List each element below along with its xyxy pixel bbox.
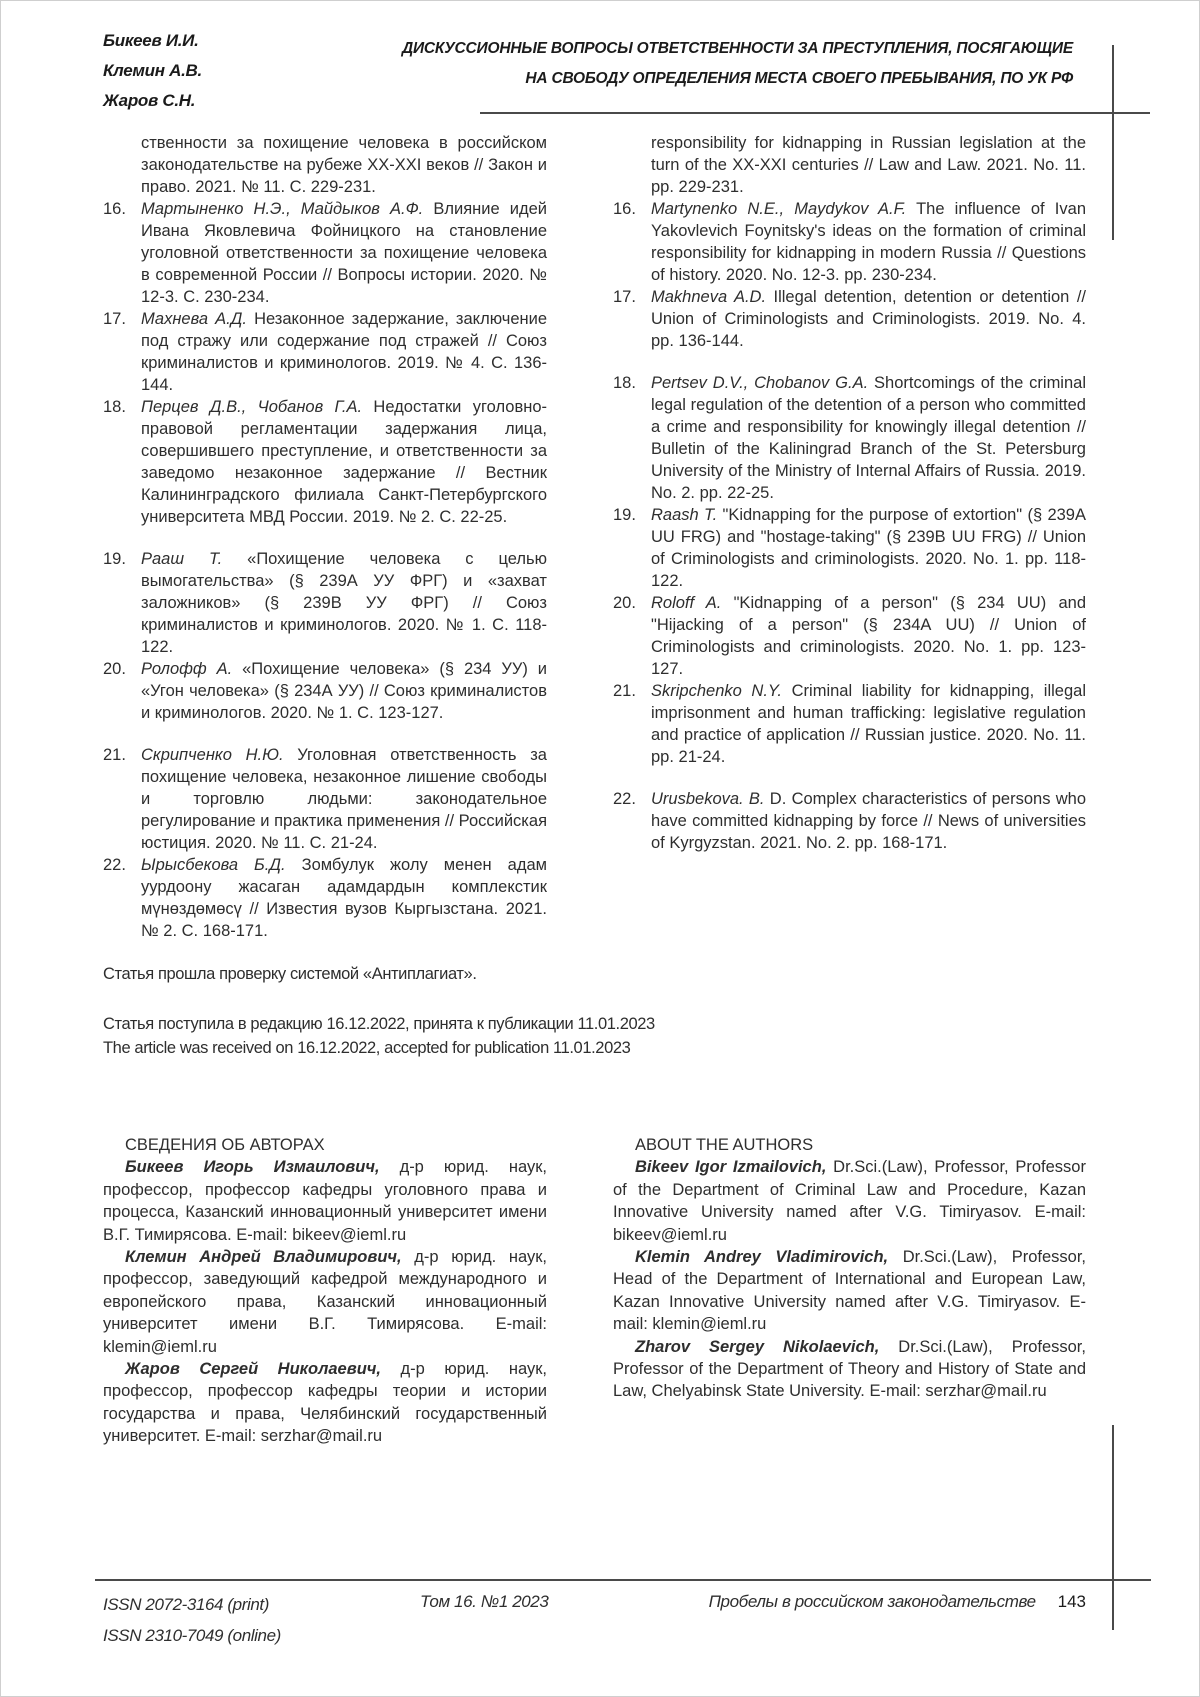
reference-text: responsibility for kidnapping in Russian legislation at the turn of the XX-XXI centuries // Law and Law. 2021. No. 11. pp. 229-231. [651,134,1086,196]
reference-item [103,854,547,942]
reference-number: 18. [613,374,636,392]
header-author-list [103,26,202,116]
reference-number: 16. [613,200,636,218]
reference-item [103,396,547,528]
reference-authors: Рааш Т. [141,550,223,568]
reference-number: 21. [613,682,636,700]
author-name: Klemin Andrey Vladimirovich, [635,1248,889,1267]
author-entry [103,1246,547,1358]
author-details: д-р юрид. наук, профессор, профессор кафедры теории и истории государства и права, Челябинский государственный университет. E-mail: serzhar@mail.ru [103,1360,548,1446]
header-author: Бикеев И.И. [103,31,199,50]
author-details: Dr.Sci.(Law), Professor, Professor of the Department of Theory and History of State and Law, Chelyabinsk State University. E-mail: serzhar@mail.ru [613,1337,1086,1401]
reference-text: The influence of Ivan Yakovlevich Foynitsky's ideas on the formation of criminal responsibility for kidnapping in modern Russia // Questions of history. 2020. No. 12-3. pp. 230-234. [651,200,1086,284]
reference-authors: Pertsev D.V., Chobanov G.A. [651,374,869,392]
footer-journal-block [620,1592,1086,1612]
about-heading: СВЕДЕНИЯ ОБ АВТОРАХ [125,1136,325,1154]
footer-rule [95,1579,1151,1581]
reference-authors: Ырысбекова Б.Д. [141,856,286,874]
reference-number: 22. [103,856,126,874]
reference-item [613,372,1086,504]
reference-item [613,504,1086,592]
reference-item [103,548,547,658]
footer-page-number: 143 [1057,1592,1086,1611]
reference-item [103,198,547,308]
reference-item [103,308,547,396]
editorial-notes [103,962,655,1060]
reference-authors: Skripchenko N.Y. [651,682,782,700]
author-details: д-р юрид. наук, профессор, профессор кафедры уголовного права и процесса, Казанский инновационный университет имени В.Г. Тимирясова. E-mail: bikeev@ieml.ru [103,1158,547,1244]
reference-authors: Перцев Д.В., Чобанов Г.А. [141,398,363,416]
author-name: Bikeev Igor Izmailovich, [635,1158,827,1177]
author-name: Бикеев Игорь Измаилович, [125,1158,380,1177]
author-entry [613,1246,1086,1336]
about-heading: ABOUT THE AUTHORS [635,1136,814,1154]
reference-authors: Raash T. [651,506,718,524]
references-column-english [613,132,1086,854]
reference-item [613,198,1086,286]
reference-authors: Makhneva A.D. [651,288,767,306]
reference-number: 17. [613,288,636,306]
reference-authors: Urusbekova. B. [651,790,765,808]
reference-item [613,592,1086,680]
reference-authors: Скрипченко Н.Ю. [141,746,284,764]
footer-issn [103,1589,281,1651]
reference-text: «Похищение человека с целью вымогательства» (§ 239А УУ ФРГ) и «захват заложников» (§ 239В УУ ФРГ) // Союз криминалистов и криминологов. 2020. № 1. С. 118-122. [141,550,547,656]
reference-number: 19. [613,506,636,524]
received-note-en: The article was received on 16.12.2022, accepted for publication 11.01.2023 [103,1039,631,1057]
margin-line-bottom [1112,1425,1114,1630]
received-note-ru: Статья поступила в редакцию 16.12.2022, принята к публикации 11.01.2023 [103,1015,655,1033]
article-title-line-2: НА СВОБОДУ ОПРЕДЕЛЕНИЯ МЕСТА СВОЕГО ПРЕБЫВАНИЯ, ПО УК РФ [525,70,1073,87]
reference-text: "Kidnapping for the purpose of extortion" (§ 239A UU FRG) and "hostage-taking" (§ 239B UU FRG) // Union of Criminologists and criminologists. 2020. No. 1. pp. 118-122. [651,506,1086,590]
reference-number: 17. [103,310,126,328]
footer-volume: Том 16. №1 2023 [420,1592,549,1611]
reference-item [103,744,547,854]
reference-authors: Махнева А.Д. [141,310,247,328]
reference-text: ственности за похищение человека в российском законодательстве на рубеже XX-XXI веков // Закон и право. 2021. № 11. С. 229-231. [141,134,547,196]
author-name: Клемин Андрей Владимирович, [125,1248,402,1267]
reference-number: 20. [613,594,636,612]
reference-continuation [103,132,547,198]
reference-authors: Мартыненко Н.Э., Майдыков А.Ф. [141,200,424,218]
reference-authors: Roloff A. [651,594,722,612]
header-rule [480,112,1150,114]
header-author: Жаров С.Н. [103,91,196,110]
author-details: Dr.Sci.(Law), Professor, Professor of the Department of Criminal Law and Procedure, Kazan Innovative University named after V.G. Timiryasov. E-mail: bikeev@ieml.ru [613,1158,1086,1244]
footer-journal-title: Пробелы в российском законодательстве [708,1592,1036,1611]
author-details: Dr.Sci.(Law), Professor, Head of the Department of International and European Law, Kazan Innovative University named after V.G. Timiryasov. E-mail: klemin@ieml.ru [613,1248,1086,1334]
author-entry [103,1358,547,1448]
reference-text: Criminal liability for kidnapping, illegal imprisonment and human trafficking: legislative regulation and practice of application // Russian justice. 2020. No. 11. pp. 21-24. [651,682,1086,766]
article-title-line-1: ДИСКУССИОННЫЕ ВОПРОСЫ ОТВЕТСТВЕННОСТИ ЗА ПРЕСТУПЛЕНИЯ, ПОСЯГАЮЩИЕ [401,40,1073,57]
reference-item [613,680,1086,768]
reference-number: 18. [103,398,126,416]
reference-text: Уголовная ответственность за похищение человека, незаконное лишение свободы и торговлю людьми: законодательное регулирование и практика применения // Российская юстиция. 2020. № 11. С. 21-24. [141,746,547,852]
reference-item [613,788,1086,854]
antiplagiat-note: Статья прошла проверку системой «Антиплагиат». [103,965,477,983]
author-name: Zharov Sergey Nikolaevich, [635,1337,880,1356]
reference-authors: Ролофф А. [141,660,233,678]
reference-item [613,286,1086,352]
reference-number: 22. [613,790,636,808]
margin-line-top [1112,45,1114,240]
reference-continuation [613,132,1086,198]
author-entry [613,1336,1086,1403]
reference-text: Зомбулук жолу менен адам уурдоону жасаган адамдардын комплекстик мүнөздөмөсү // Известия вузов Кыргызстана. 2021. № 2. С. 168-171. [141,856,547,940]
references-column-russian [103,132,547,942]
reference-text: D. Complex characteristics of persons who have committed kidnapping by force // News of universities of Kyrgyzstan. 2021. No. 2. pp. 168-171. [651,790,1086,852]
reference-number: 16. [103,200,126,218]
article-title [402,34,1073,94]
reference-number: 19. [103,550,126,568]
reference-item [103,658,547,724]
issn-online: ISSN 2310-7049 (online) [103,1626,281,1645]
author-name: Жаров Сергей Николаевич, [125,1360,381,1379]
reference-text: Незаконное задержание, заключение под стражу или содержание под стражей // Союз криминалистов и криминологов. 2019. № 4. С. 136-144. [141,310,547,394]
author-entry [613,1156,1086,1246]
author-entry [103,1156,547,1246]
reference-text: Shortcomings of the criminal legal regulation of the detention of a person who committed a crime and responsibility for knowingly illegal detention // Bulletin of the Kaliningrad Branch of the St. Petersburg University of the Ministry of Internal Affairs of Russia. 2019. No. 2. pp. 22-25. [651,374,1086,502]
reference-text: Влияние идей Ивана Яковлевича Фойницкого на становление уголовной ответственности за похищение человека в современной России // Вопросы истории. 2020. № 12-3. С. 230-234. [141,200,547,306]
reference-text: Illegal detention, detention or detention // Union of Criminologists and Criminologists. 2019. No. 4. pp. 136-144. [651,288,1086,350]
reference-text: «Похищение человека» (§ 234 УУ) и «Угон человека» (§ 234А УУ) // Союз криминалистов и криминологов. 2020. № 1. С. 123-127. [141,660,547,722]
reference-authors: Martynenko N.E., Maydykov A.F. [651,200,907,218]
header-author: Клемин А.В. [103,61,202,80]
reference-number: 21. [103,746,126,764]
reference-number: 20. [103,660,126,678]
reference-text: Недостатки уголовно-правовой регламентации задержания лица, совершившего преступление, и ответственности за заведомо незаконное задержание // Вестник Калининградского филиала Санкт-Петербургского университета МВД России. 2019. № 2. С. 22-25. [141,398,547,526]
about-authors-russian [103,1134,547,1448]
author-details: д-р юрид. наук, профессор, заведующий кафедрой международного и европейского права, Казанский инновационный университет имени В.Г. Тимирясова. E-mail: klemin@ieml.ru [103,1248,547,1356]
about-authors-english [613,1134,1086,1403]
issn-print: ISSN 2072-3164 (print) [103,1595,270,1614]
reference-text: "Kidnapping of a person" (§ 234 UU) and "Hijacking of a person" (§ 234A UU) // Union of Criminologists and criminologists. 2020. No. 1. pp. 123-127. [651,594,1086,678]
